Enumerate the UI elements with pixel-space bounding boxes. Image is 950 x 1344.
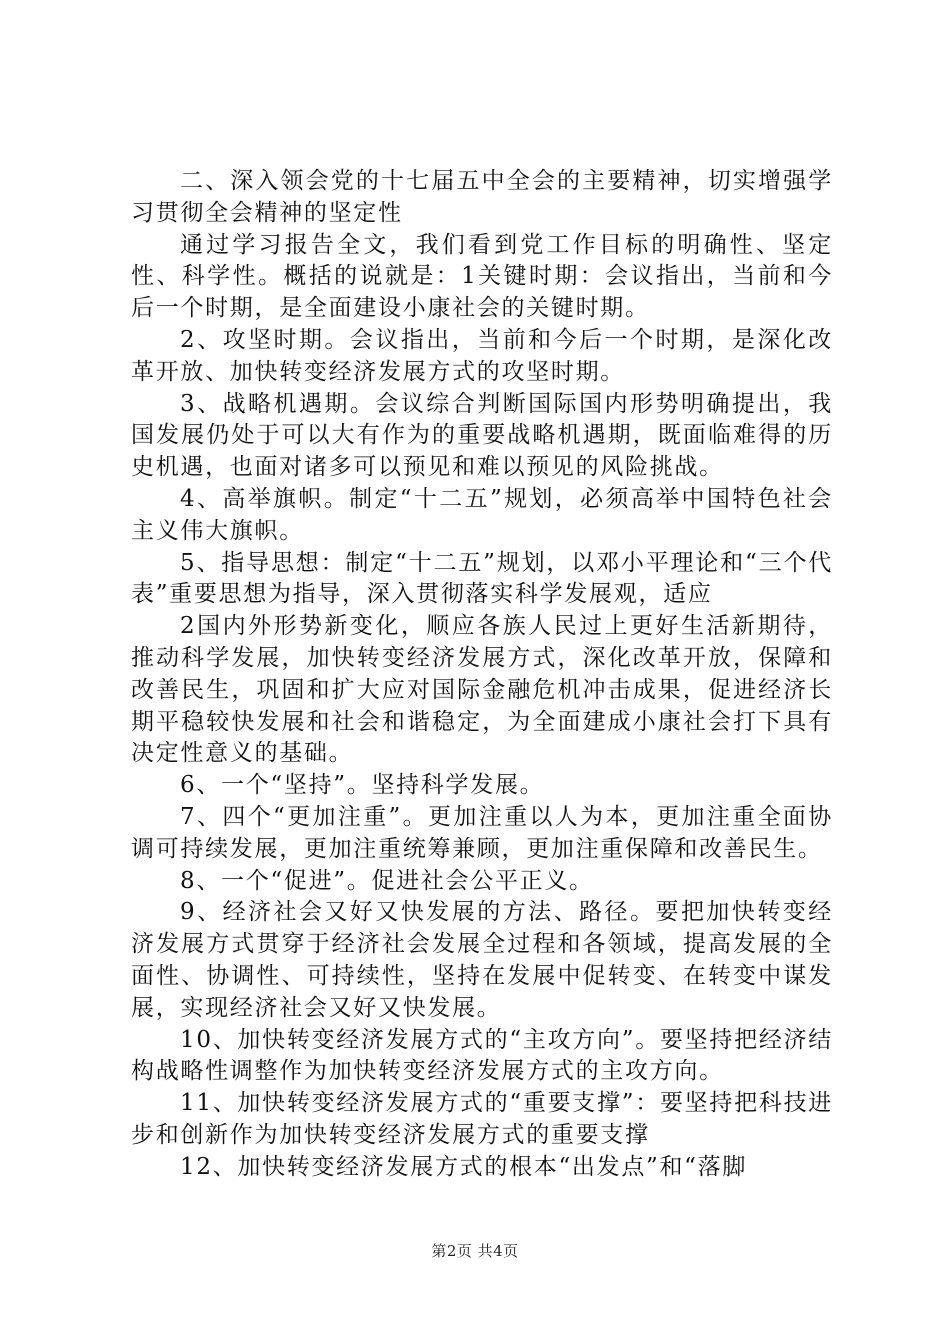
body-paragraph: 9、经济社会又好又快发展的方法、路径。要把加快转变经济发展方式贯穿于经济社会发展全过程和各领域，提高发展的全面性、协调性、可持续性，坚持在发展中促转变、在转变中谋发展，实现经济社会又好又快发展。	[131, 899, 833, 1021]
body-paragraph: 3、战略机遇期。会议综合判断国际国内形势明确提出，我国发展仍处于可以大有作为的重要战略机遇期，既面临难得的历史机遇，也面对诸多可以预见和难以预见的风险挑战。	[131, 390, 833, 481]
body-paragraph: 10、加快转变经济发展方式的“主攻方向”。要坚持把经济结构战略性调整作为加快转变经济发展方式的主攻方向。	[131, 1026, 833, 1085]
body-paragraph: 4、高举旗帜。制定“十二五”规划，必须高举中国特色社会主义伟大旗帜。	[131, 485, 833, 544]
page-footer: 第2页 共4页	[431, 1242, 519, 1260]
body-paragraph: 12、加快转变经济发展方式的根本“出发点”和“落脚	[180, 1153, 748, 1180]
body-paragraph: 通过学习报告全文，我们看到党工作目标的明确性、坚定性、科学性。概括的说就是：1关键时期：会议指出，当前和今后一个时期，是全面建设小康社会的关键时期。	[131, 231, 833, 322]
body-paragraph: 8、一个“促进”。促进社会公平正义。	[180, 867, 594, 894]
body-paragraph: 11、加快转变经济发展方式的“重要支撑”：要坚持把科技进步和创新作为加快转变经济发展方式的重要支撑	[131, 1090, 833, 1148]
body-paragraph: 6、一个“坚持”。坚持科学发展。	[180, 772, 545, 799]
document-body	[131, 166, 833, 1184]
body-paragraph: 7、四个“更加注重”。更加注重以人为本，更加注重全面协调可持续发展，更加注重统筹兼顾，更加注重保障和改善民生。	[131, 803, 833, 862]
section-heading: 二、深入领会党的十七届五中全会的主要精神，切实增强学习贯彻全会精神的坚定性	[131, 168, 833, 226]
body-paragraph: 2国内外形势新变化，顺应各族人民过上更好生活新期待，推动科学发展，加快转变经济发展方式，深化改革开放，保障和改善民生，巩固和扩大应对国际金融危机冲击成果，促进经济长期平稳较快发展和社会和谐稳定，为全面建成小康社会打下具有决定性意义的基础。	[131, 613, 833, 767]
body-paragraph: 5、指导思想：制定“十二五”规划，以邓小平理论和“三个代表”重要思想为指导，深入贯彻落实科学发展观，适应	[131, 549, 833, 608]
body-paragraph: 2、攻坚时期。会议指出，当前和今后一个时期，是深化改革开放、加快转变经济发展方式的攻坚时期。	[131, 326, 833, 385]
